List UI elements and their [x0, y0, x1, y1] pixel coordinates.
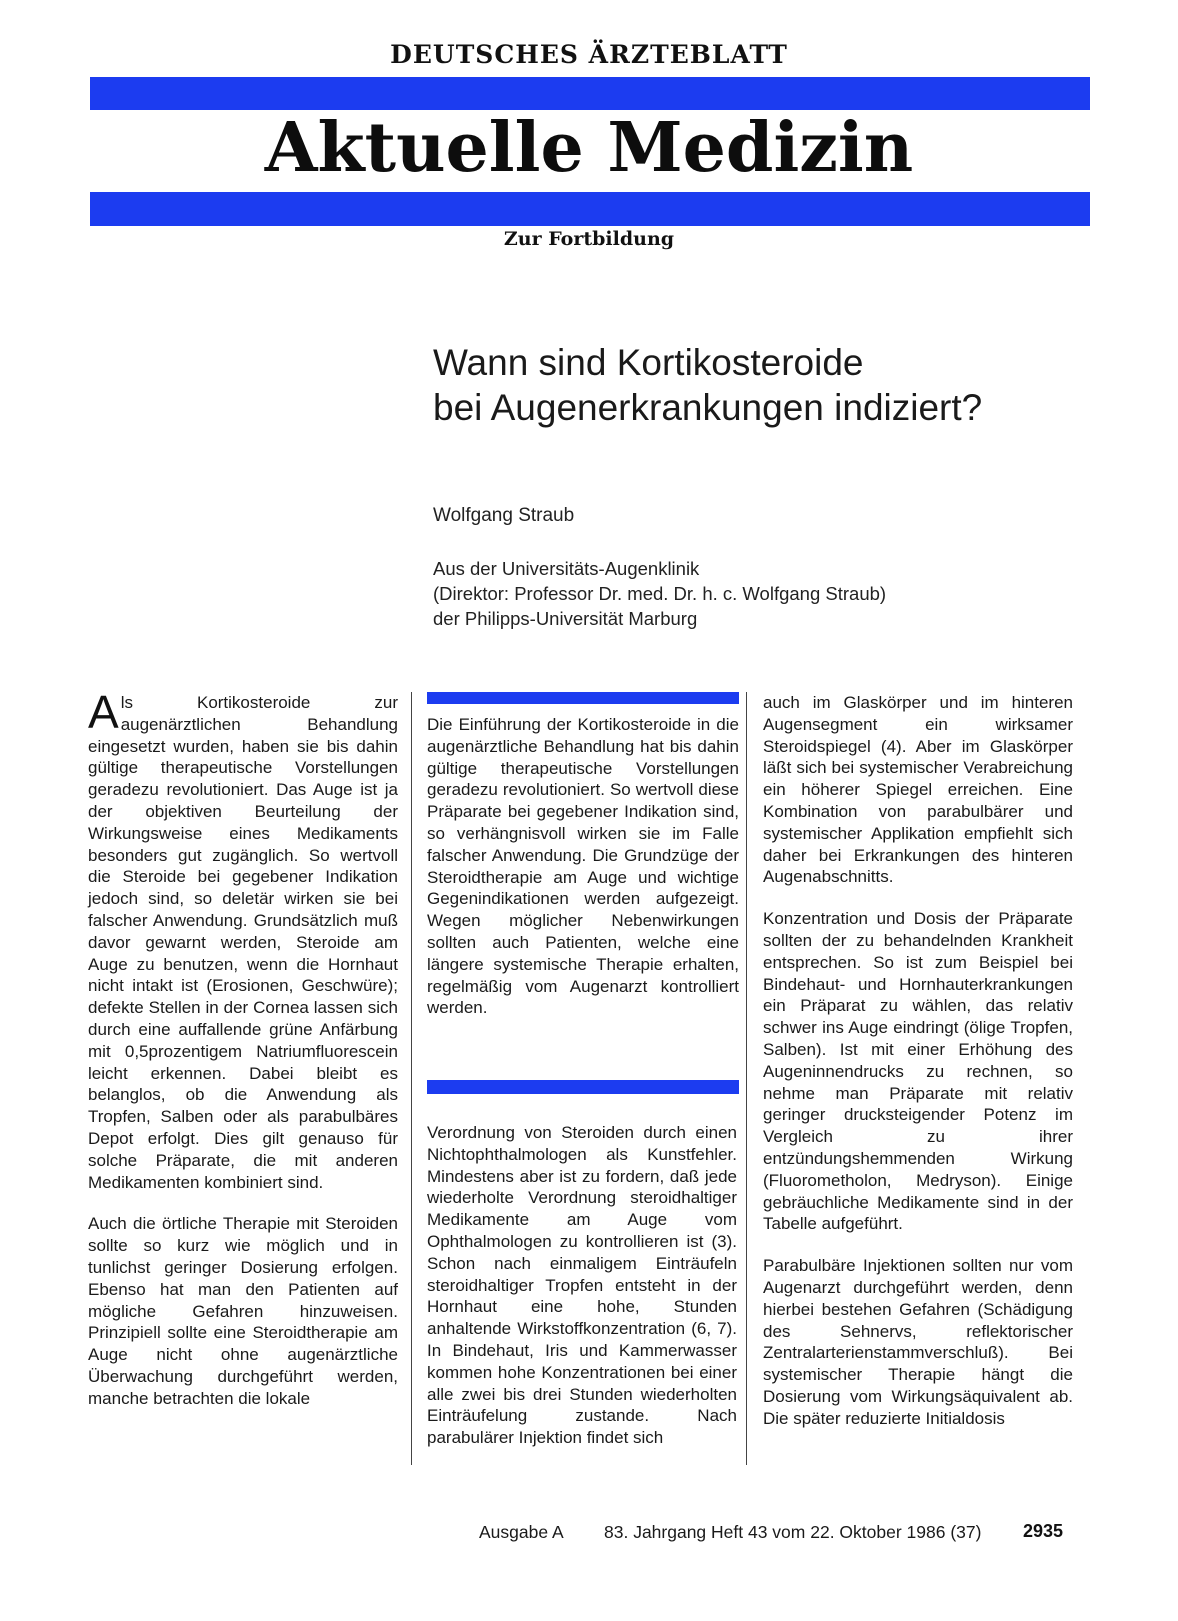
column1-paragraph1-text: ls Kortikosteroide zur augenärztlichen Behandlung eingesetzt wurden, haben sie bis dahin gültige therapeutische Vorstellungen geradezu revolutioniert. Das Auge ist ja der objektiven Beurteilung der Wirkungsweise eines Medikaments besonders gut zugänglich. So wertvoll die Steroide bei gegebener Indikation jedoch sind, so deletär wirken sie bei falscher Anwendung. Grundsätzlich muß davor gewarnt werden, Steroide am Auge zu benutzen, wenn die Hornhaut nicht intakt ist (Erosionen, Geschwüre); defekte Stellen in der Cornea lassen sich durch eine auffallende grüne Anfärbung mit 0,5prozentigem Natriumfluorescein leicht erkennen. Dabei bleibt es belanglos, ob die Anwendung als Tropfen, Salben oder als parabulbäres Depot erfolgt. Dies gilt genauso für solche Präparate, die mit anderen Medikamenten kombiniert sind. [88, 693, 398, 1192]
text-column-3 [763, 692, 1073, 1450]
affiliation-line3: der Philipps-Universität Marburg [433, 608, 698, 629]
affiliation-line2: (Direktor: Professor Dr. med. Dr. h. c. Wolfgang Straub) [433, 583, 887, 604]
column1-paragraph2: Auch die örtliche Therapie mit Steroiden sollte so kurz wie möglich und in tunlichst geringer Dosierung erfolgen. Ebenso hat man den Patienten auf mögliche Gefahren hinzuweisen. Prinzipiell sollte eine Steroidtherapie am Auge nicht ohne augenärztliche Überwachung durchgeführt werden, manche betrachten die lokale [88, 1214, 398, 1408]
article-author: Wolfgang Straub [433, 505, 575, 526]
text-column-2 [427, 1122, 737, 1469]
column2-paragraph1: Verordnung von Steroiden durch einen Nichtophthalmologen als Kunstfehler. Mindestens aber ist zu fordern, daß jede wiederholte Verordnung steroidhaltiger Medikamente am Auge vom Ophthalmologen zu kontrollieren ist (3). Schon nach einmaligem Einträufeln steroidhaltiger Tropfen entsteht in der Hornhaut eine hohe, Stunden anhaltende Wirkstoffkonzentration (6, 7). In Bindehaut, Iris und Kammerwasser kommen hohe Konzentrationen bei einer alle zwei bis drei Stunden wiederholten Einträufelung zustande. Nach parabulärer Injektion findet sich [427, 1123, 737, 1448]
drop-cap: A [88, 686, 119, 738]
abstract-bar-top [427, 692, 739, 704]
author-affiliation [433, 556, 886, 631]
column-divider-1 [411, 692, 412, 1465]
page-number: 2935 [1023, 1521, 1064, 1541]
journal-masthead: DEUTSCHES ÄRZTEBLATT [390, 40, 788, 69]
abstract-box: Die Einführung der Kortikosteroide in die augenärztliche Behandlung hat bis dahin gültige therapeutische Vorstellungen geradezu revolutioniert. So wertvoll diese Präparate bei gegebener Indikation sind, so verhängnisvoll wirken sie im Falle falscher Anwendung. Die Grundzüge der Steroidtherapie am Auge und wichtige Gegenindikationen werden aufgezeigt. Wegen möglicher Nebenwirkungen sollten auch Patienten, welche eine längere systemische Therapie erhalten, regelmäßig vom Augenarzt kontrolliert werden. [427, 715, 739, 1018]
column1-paragraph1 [88, 686, 398, 1193]
footer-edition: Ausgabe A [479, 1522, 564, 1542]
text-column-1 [88, 686, 398, 1430]
footer-issue: 83. Jahrgang Heft 43 vom 22. Oktober 1986 (37) [604, 1522, 982, 1542]
article-title [433, 340, 1133, 430]
column3-paragraph2: Konzentration und Dosis der Präparate sollten der zu behandelnden Krankheit entsprechen. So ist zum Beispiel bei Bindehaut- und Hornhauterkrankungen ein Präparat zu wählen, das relativ schwer ins Auge eindringt (ölige Tropfen, Salben). Ist mit einer Erhöhung des Augeninnendrucks zu rechnen, so nehme man Präparate mit relativ geringer drucksteigender Potenz im Vergleich zu ihrer entzündungshemmenden Wirkung (Fluorometholon, Medryson). Einige gebräuchliche Medikamente sind in der Tabelle aufgeführt. [763, 909, 1073, 1234]
column-divider-2 [746, 692, 747, 1465]
header-bar-bottom [90, 192, 1090, 226]
abstract-bar-bottom [427, 1080, 739, 1094]
column3-paragraph1: auch im Glaskörper und im hinteren Augensegment ein wirksamer Steroidspiegel (4). Aber im Glaskörper läßt sich bei systemischer Verabreichung ein höherer Spiegel erreichen. Eine Kombination von parabulbärer und systemischer Applikation empfiehlt sich daher bei Erkrankungen des hinteren Augenabschnitts. [763, 693, 1073, 887]
article-title-line1: Wann sind Kortikosteroide [433, 342, 864, 383]
article-title-line2: bei Augenerkrankungen indiziert? [433, 387, 983, 428]
column3-paragraph3: Parabulbäre Injektionen sollten nur vom Augenarzt durchgeführt werden, denn hierbei bestehen Gefahren (Schädigung des Sehnervs, reflektorischer Zentralarterienstammverschluß). Bei systemischer Therapie hängt die Dosierung vom Wirkungsäquivalent ab. Die später reduzierte Initialdosis [763, 1256, 1073, 1428]
affiliation-line1: Aus der Universitäts-Augenklinik [433, 558, 700, 579]
section-title: Aktuelle Medizin [264, 108, 914, 188]
subsection-title: Zur Fortbildung [503, 228, 675, 250]
